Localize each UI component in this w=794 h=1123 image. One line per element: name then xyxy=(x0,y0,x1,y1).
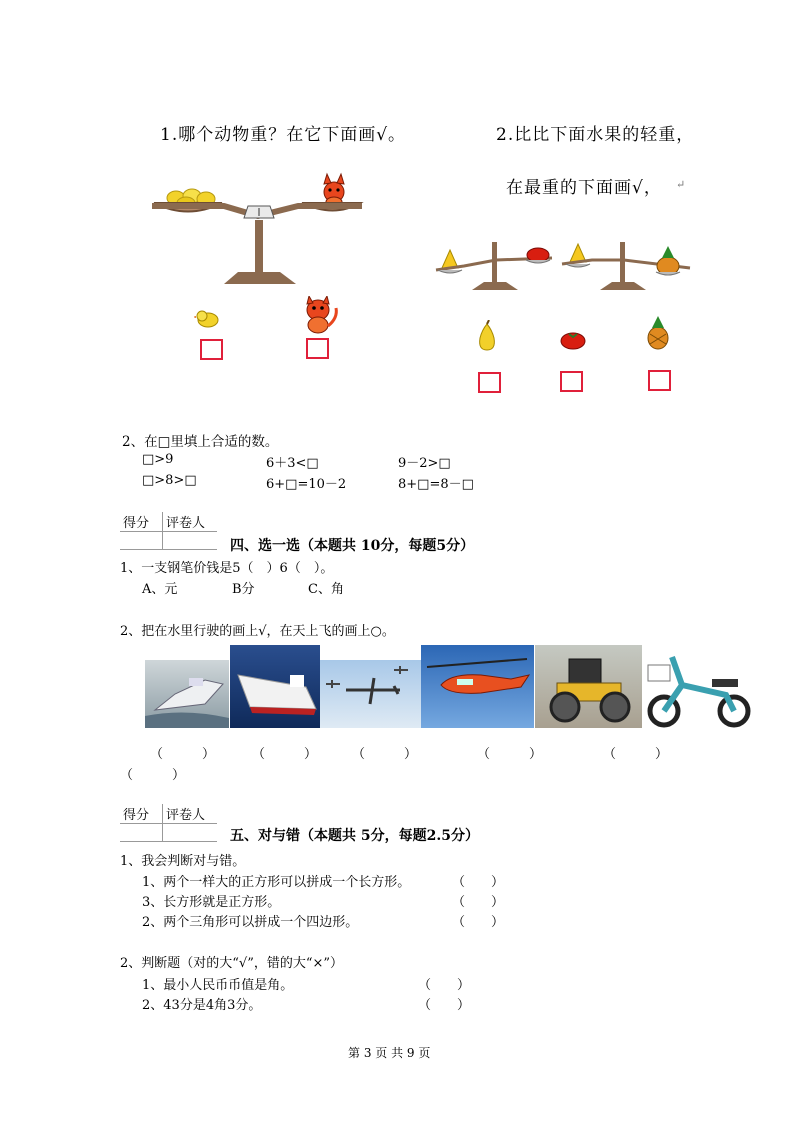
section5-q2-item2: 2、43分是4角3分。 xyxy=(142,998,262,1013)
section5-q1-item1: 1、两个一样大的正方形可以拼成一个长方形。 xyxy=(142,875,411,890)
score-label: 得分 xyxy=(120,512,163,532)
balance-scale-illustration xyxy=(148,172,368,292)
section5-q2-item1-bracket[interactable]: （ ） xyxy=(418,978,471,993)
section4-q1-option-a: A、元 xyxy=(142,582,178,597)
section5-q1-item3: 2、两个三角形可以拼成一个四边形。 xyxy=(142,915,359,930)
answer-box-tomato[interactable] xyxy=(560,371,583,392)
reviewer-cell[interactable] xyxy=(163,824,218,842)
section5-q1: 1、我会判断对与错。 xyxy=(120,854,246,869)
fill-row2-item3: 8+□=8－□ xyxy=(398,477,474,492)
cruise-ship-photo xyxy=(145,660,229,728)
fill-section-title: 2、在□里填上合适的数。 xyxy=(122,434,279,450)
reviewer-label: 评卷人 xyxy=(163,804,218,824)
answer-box-cat[interactable] xyxy=(306,338,329,359)
road-roller-photo xyxy=(535,645,642,728)
answer-box-pear[interactable] xyxy=(478,372,501,393)
reviewer-cell[interactable] xyxy=(163,532,218,550)
section5-q1-item2: 3、长方形就是正方形。 xyxy=(142,895,281,910)
question-1-title: 1.哪个动物重？在它下面画√。 xyxy=(160,125,407,145)
answer-bracket-1[interactable]: （ ） xyxy=(150,747,216,762)
answer-bracket-2[interactable]: （ ） xyxy=(252,747,318,762)
helicopter-photo xyxy=(421,645,534,728)
score-cell[interactable] xyxy=(120,824,163,842)
electric-bike-photo xyxy=(642,645,757,728)
airplanes-photo xyxy=(320,660,421,728)
section5-q1-item2-bracket[interactable]: （ ） xyxy=(452,895,505,910)
section5-q2-item1: 1、最小人民币币值是角。 xyxy=(142,978,294,993)
answer-bracket-3[interactable]: （ ） xyxy=(352,747,418,762)
section4-q1: 1、一支钢笔价钱是5（ ）6（ ）。 xyxy=(120,561,334,576)
reviewer-label: 评卷人 xyxy=(163,512,218,532)
section5-q2: 2、判断题（对的大“√”，错的大“×”） xyxy=(120,956,344,971)
fill-row2-item2: 6+□=10－2 xyxy=(266,477,347,492)
cat-icon xyxy=(298,296,340,334)
chick-icon xyxy=(194,308,222,330)
section5-q1-item3-bracket[interactable]: （ ） xyxy=(452,915,505,930)
section4-q2: 2、把在水里行驶的画上√，在天上飞的画上○。 xyxy=(120,624,395,639)
pear-icon xyxy=(474,320,500,352)
section4-heading: 四、选一选（本题共 10分，每题5分） xyxy=(230,538,475,554)
score-cell[interactable] xyxy=(120,532,163,550)
fill-row1-item1: □>9 xyxy=(142,452,174,467)
fill-row1-item3: 9－2>□ xyxy=(398,456,451,471)
score-table-section4 xyxy=(120,512,217,550)
tomato-icon xyxy=(560,330,586,350)
pineapple-icon xyxy=(644,316,672,350)
section5-heading: 五、对与错（本题共 5分，每题2.5分） xyxy=(230,828,479,844)
fill-row1-item2: 6＋3<□ xyxy=(266,456,319,471)
section4-q1-option-c: C、角 xyxy=(308,582,344,597)
question-2-title: 2.比比下面水果的轻重， xyxy=(496,125,695,145)
answer-bracket-6[interactable]: （ ） xyxy=(120,768,186,783)
score-label: 得分 xyxy=(120,804,163,824)
answer-bracket-5[interactable]: （ ） xyxy=(603,747,669,762)
cargo-ship-photo xyxy=(230,645,320,728)
score-table-section5 xyxy=(120,804,217,842)
fill-row2-item1: □>8>□ xyxy=(142,473,197,488)
question-2-subtitle: 在最重的下面画√， xyxy=(506,178,662,198)
answer-box-chick[interactable] xyxy=(200,339,223,360)
answer-box-pineapple[interactable] xyxy=(648,370,671,391)
fruit-scales-illustration xyxy=(432,236,694,296)
section4-q1-option-b: B分 xyxy=(232,582,255,597)
paragraph-mark: ↵ xyxy=(676,178,686,191)
section5-q1-item1-bracket[interactable]: （ ） xyxy=(452,875,505,890)
page-number: 第 3 页 共 9 页 xyxy=(348,1046,431,1060)
section5-q2-item2-bracket[interactable]: （ ） xyxy=(418,998,471,1013)
answer-bracket-4[interactable]: （ ） xyxy=(477,747,543,762)
